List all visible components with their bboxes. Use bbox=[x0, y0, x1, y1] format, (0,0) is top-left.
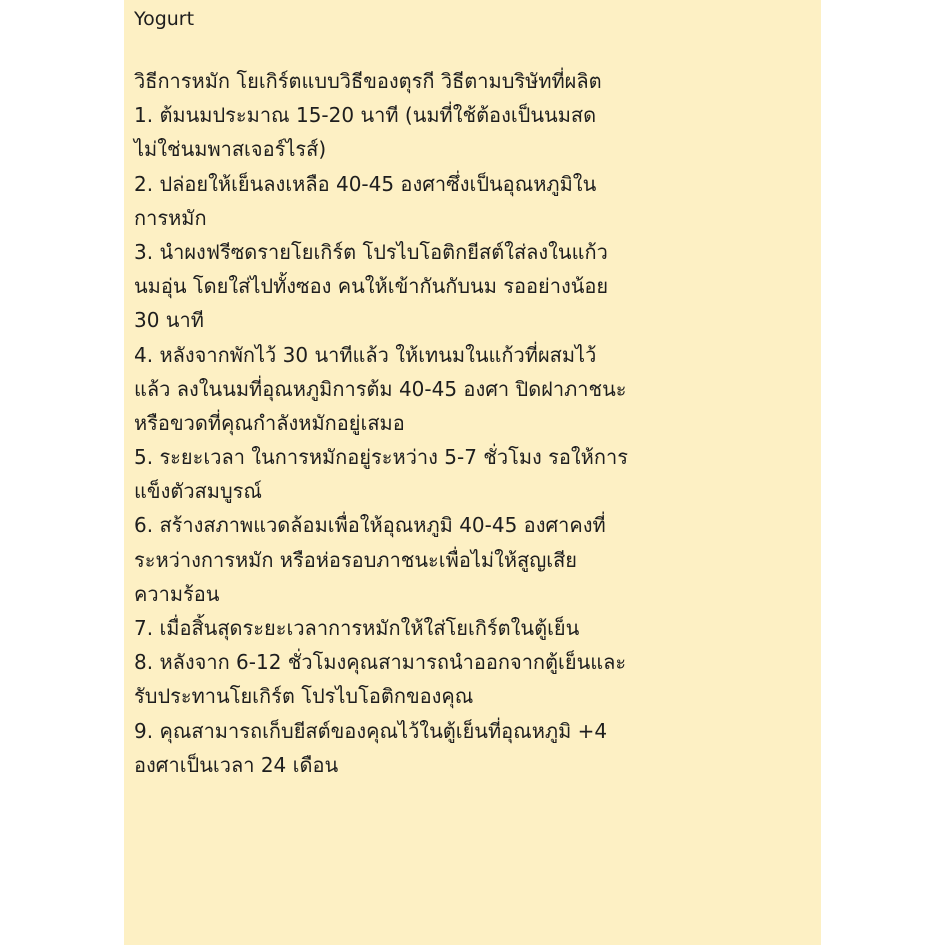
instruction-line: 9. คุณสามารถเก็บยีสต์ของคุณไว้ในตู้เย็นที่อุณหภูมิ +4 bbox=[134, 718, 608, 743]
instruction-line: 7. เมื่อสิ้นสุดระยะเวลาการหมักให้ใส่โยเกิร์ตในตู้เย็น bbox=[134, 616, 580, 640]
instruction-line: แข็งตัวสมบูรณ์ bbox=[134, 479, 262, 504]
page-title: Yogurt bbox=[134, 8, 195, 30]
instruction-line: นมอุ่น โดยใส่ไปทั้งซอง คนให้เข้ากันกับนม รออย่างน้อย bbox=[134, 274, 609, 299]
instruction-line: องศาเป็นเวลา 24 เดือน bbox=[134, 752, 339, 777]
instruction-line: 8. หลังจาก 6-12 ชั่วโมงคุณสามารถนำออกจากตู้เย็นและ bbox=[134, 650, 627, 675]
instruction-line: 5. ระยะเวลา ในการหมักอยู่ระหว่าง 5-7 ชั่วโมง รอให้การ bbox=[134, 445, 628, 470]
instruction-line: 1. ต้มนมประมาณ 15-20 นาที (นมที่ใช้ต้องเป็นนมสด bbox=[134, 103, 597, 128]
instruction-line: รับประทานโยเกิร์ต โปรไบโอติกของคุณ bbox=[134, 684, 474, 709]
instruction-line: หรือขวดที่คุณกำลังหมักอยู่เสมอ bbox=[134, 410, 405, 435]
instruction-line: 30 นาที bbox=[134, 308, 204, 333]
instruction-line: 6. สร้างสภาพแวดล้อมเพื่อให้อุณหภูมิ 40-45 องศาคงที่ bbox=[134, 513, 606, 538]
instruction-line: ไม่ใช่นมพาสเจอร์ไรส์) bbox=[134, 137, 327, 162]
document-page bbox=[124, 0, 821, 945]
instruction-line: แล้ว ลงในนมที่อุณหภูมิการต้ม 40-45 องศา ปิดฝาภาชนะ bbox=[134, 376, 627, 401]
instruction-line: 2. ปล่อยให้เย็นลงเหลือ 40-45 องศาซึ่งเป็นอุณหภูมิใน bbox=[134, 171, 597, 196]
instruction-line: ความร้อน bbox=[134, 581, 220, 606]
instruction-line: 4. หลังจากพักไว้ 30 นาทีแล้ว ให้เทนมในแก้วที่ผสมไว้ bbox=[134, 342, 597, 367]
instructions-heading: วิธีการหมัก โยเกิร์ตแบบวิธีของตุรกี วิธีตามบริษัทที่ผลิต bbox=[134, 69, 602, 93]
instruction-line: 3. นำผงฟรีซดรายโยเกิร์ต โปรไบโอติกยีสต์ใส่ลงในแก้ว bbox=[134, 239, 608, 264]
instructions-text bbox=[134, 64, 818, 782]
instruction-line: ระหว่างการหมัก หรือห่อรอบภาชนะเพื่อไม่ให้สูญเสีย bbox=[134, 547, 578, 572]
instruction-line: การหมัก bbox=[134, 205, 207, 230]
